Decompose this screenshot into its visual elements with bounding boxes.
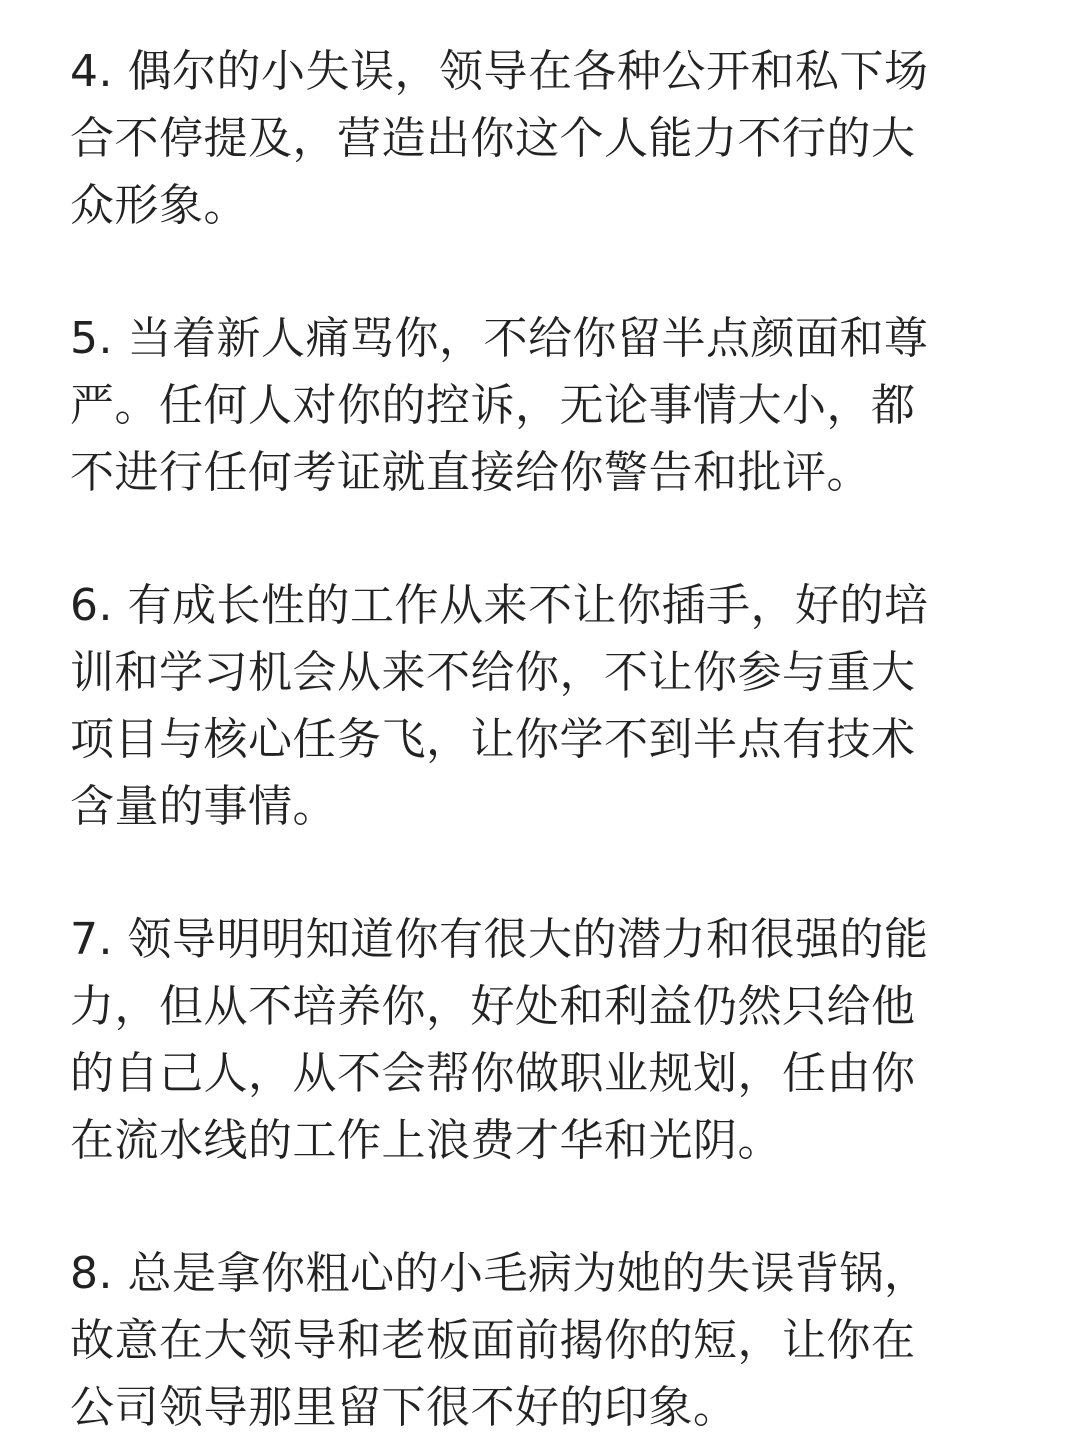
list-item-7 [70, 906, 995, 1174]
text-line: 故意在大领导和老板面前揭你的短，让你在 [70, 1315, 916, 1366]
text-line: 8. 总是拿你粗心的小毛病为她的失误背锅， [70, 1248, 929, 1299]
list-item-6 [70, 572, 995, 840]
text-line: 的自己人，从不会帮你做职业规划，任由你 [70, 1048, 916, 1099]
text-line: 力，但从不培养你，好处和利益仍然只给他 [70, 981, 916, 1032]
list-item-5 [70, 305, 995, 506]
text-line: 不进行任何考证就直接给你警告和批评。 [70, 447, 871, 498]
text-line: 众形象。 [70, 180, 248, 231]
text-line: 5. 当着新人痛骂你，不给你留半点颜面和尊 [70, 313, 929, 364]
list-item-8 [70, 1240, 995, 1441]
text-line: 7. 领导明明知道你有很大的潜力和很强的能 [70, 914, 929, 965]
text-line: 公司领导那里留下很不好的印象。 [70, 1382, 738, 1433]
article-body [70, 38, 995, 1441]
text-line: 6. 有成长性的工作从来不让你插手，好的培 [70, 580, 929, 631]
text-line: 严。任何人对你的控诉，无论事情大小，都 [70, 380, 916, 431]
text-line: 含量的事情。 [70, 781, 337, 832]
list-item-4 [70, 38, 995, 239]
text-line: 训和学习机会从来不给你，不让你参与重大 [70, 647, 916, 698]
text-line: 项目与核心任务飞，让你学不到半点有技术 [70, 714, 916, 765]
text-line: 4. 偶尔的小失误，领导在各种公开和私下场 [70, 46, 929, 97]
text-line: 合不停提及，营造出你这个人能力不行的大 [70, 113, 916, 164]
text-line: 在流水线的工作上浪费才华和光阴。 [70, 1115, 782, 1166]
